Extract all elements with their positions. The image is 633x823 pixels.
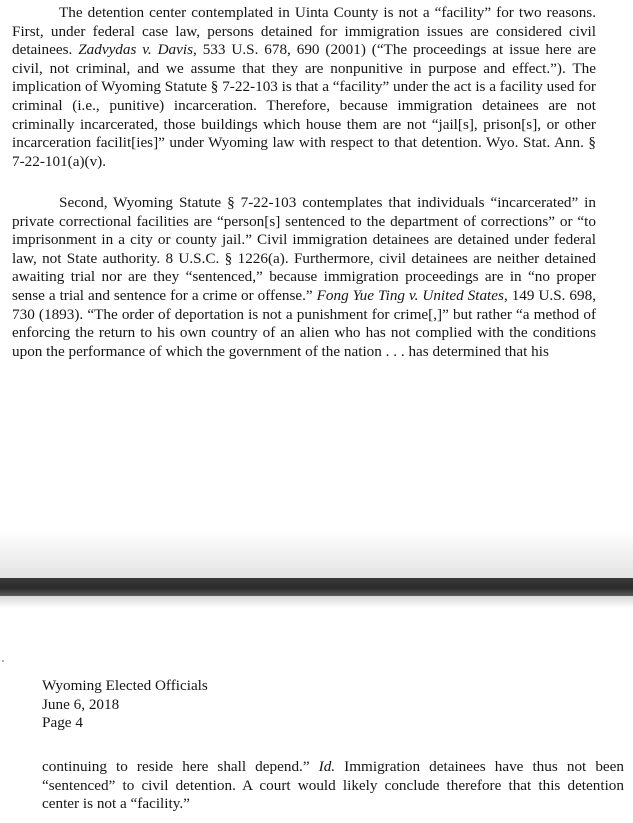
letter-header — [42, 677, 208, 733]
case-citation: Id. — [318, 758, 336, 775]
text-run: continuing to reside here shall depend.” — [42, 758, 319, 775]
paragraph-facility-definition — [12, 4, 596, 171]
case-citation: Zadvydas v. Davis — [78, 41, 194, 59]
page-break-shadow — [0, 530, 633, 578]
text-run: Second, Wyoming Statute § 7-22-103 contemplates that individuals “incarcerated” in private correctional facilities are “person[s] sentenced to the department of corrections” or “to imprisonment in a city or county jail.” Civil immigration detainees are detained under federal law, not State authority. 8 U.S.C. § 1226(a). Furthermore, civil detainees are neither detained awaiting trial nor are they “sentenced,” because immigration proceedings are in “no proper sense a trial and sentence for a crime or offense.” — [12, 194, 596, 304]
text-run: The detention center contemplated in Uinta County is not a “facility” for two reasons. First, under federal case law, persons detained for immigration issues are considered civil detainees. — [12, 4, 596, 59]
case-citation: Fong Yue Ting v. United States — [316, 286, 504, 304]
header-recipient: Wyoming Elected Officials — [42, 677, 208, 694]
header-page-number: Page 4 — [42, 714, 83, 732]
paragraph-sentenced-incarceration — [12, 194, 596, 361]
scan-speck — [2, 660, 4, 662]
page-break-edge — [0, 596, 633, 608]
page-break-bar — [0, 578, 633, 596]
paragraph-conclusion — [42, 758, 624, 814]
text-run: Immigration detainees have thus not been “sentenced” to civil detention. A court would likely conclude therefore that this detention center is not a “facility.” — [42, 758, 624, 813]
text-run: , 149 U.S. 698, 730 (1893). “The order of deportation is not a punishment for crime[,]” but rather “a method of enforcing the return to his own country of an alien who has not complied with the conditions upon the performance of which the government of the nation . . . has determined that his — [12, 286, 597, 360]
text-run: , 533 U.S. 678, 690 (2001) (“The proceedings at issue here are civil, not criminal, and we assume that they are nonpunitive in purpose and effect.”). The implication of Wyoming Statute § 7-22-103 is that a “facility” under the act is a facility used for criminal (i.e., punitive) incarceration. Therefore, because immigration detainees are not criminally incarcerated, those buildings which house them are not “jail[s], prison[s], or other incarceration facilit[ies]” under Wyoming law with respect to that detention. Wyo. Stat. Ann. § 7-22-101(a)(v). — [12, 41, 596, 170]
header-date: June 6, 2018 — [42, 695, 120, 713]
